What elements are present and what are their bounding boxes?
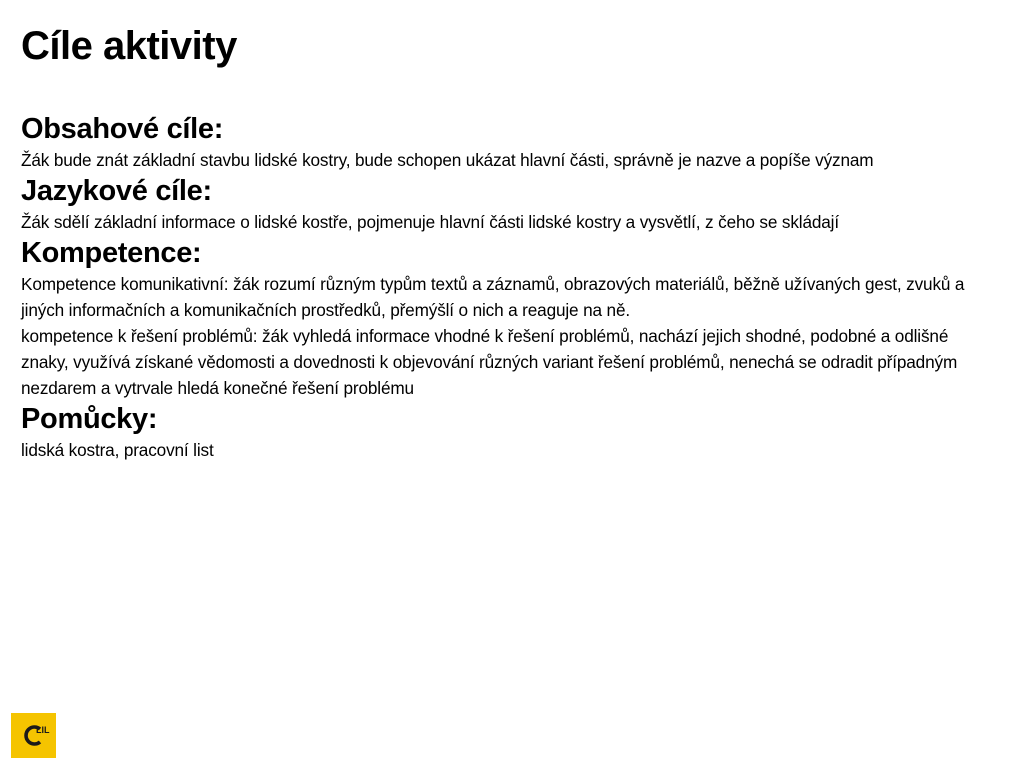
section-heading: Jazykové cíle: — [21, 175, 212, 207]
section-content-goals — [21, 111, 996, 173]
section-heading: Obsahové cíle: — [21, 113, 224, 145]
section-heading: Pomůcky: — [21, 403, 158, 435]
clil-logo — [11, 713, 56, 758]
slide-content — [21, 111, 996, 463]
section-aids — [21, 401, 996, 463]
section-competences — [21, 235, 996, 401]
section-text: lidská kostra, pracovní list — [21, 440, 214, 460]
slide-title: Cíle aktivity — [21, 24, 237, 68]
section-text: Žák sdělí základní informace o lidské kostře, pojmenuje hlavní části lidské kostry a vysvětlí, z čeho se skládají — [21, 212, 839, 232]
logo-text: LIL — [36, 725, 50, 735]
section-heading: Kompetence: — [21, 237, 202, 269]
section-text: Žák bude znát základní stavbu lidské kostry, bude schopen ukázat hlavní části, správně je nazve a popíše význam — [21, 150, 874, 170]
clil-logo-icon — [11, 713, 56, 758]
section-text: kompetence k řešení problémů: žák vyhledá informace vhodné k řešení problémů, nachází jejich shodné, podobné a odlišné znaky, využívá získané vědomosti a dovednosti k objevování různých variant řešení problémů, nenechá se odradit případným nezdarem a vytrvale hledá konečné řešení problému — [21, 326, 958, 398]
section-language-goals — [21, 173, 996, 235]
section-text: Kompetence komunikativní: žák rozumí různým typům textů a záznamů, obrazových materiálů, běžně užívaných gest, zvuků a jiných informačních a komunikačních prostředků, přemýšlí o nich a reaguje na ně. — [21, 274, 965, 320]
